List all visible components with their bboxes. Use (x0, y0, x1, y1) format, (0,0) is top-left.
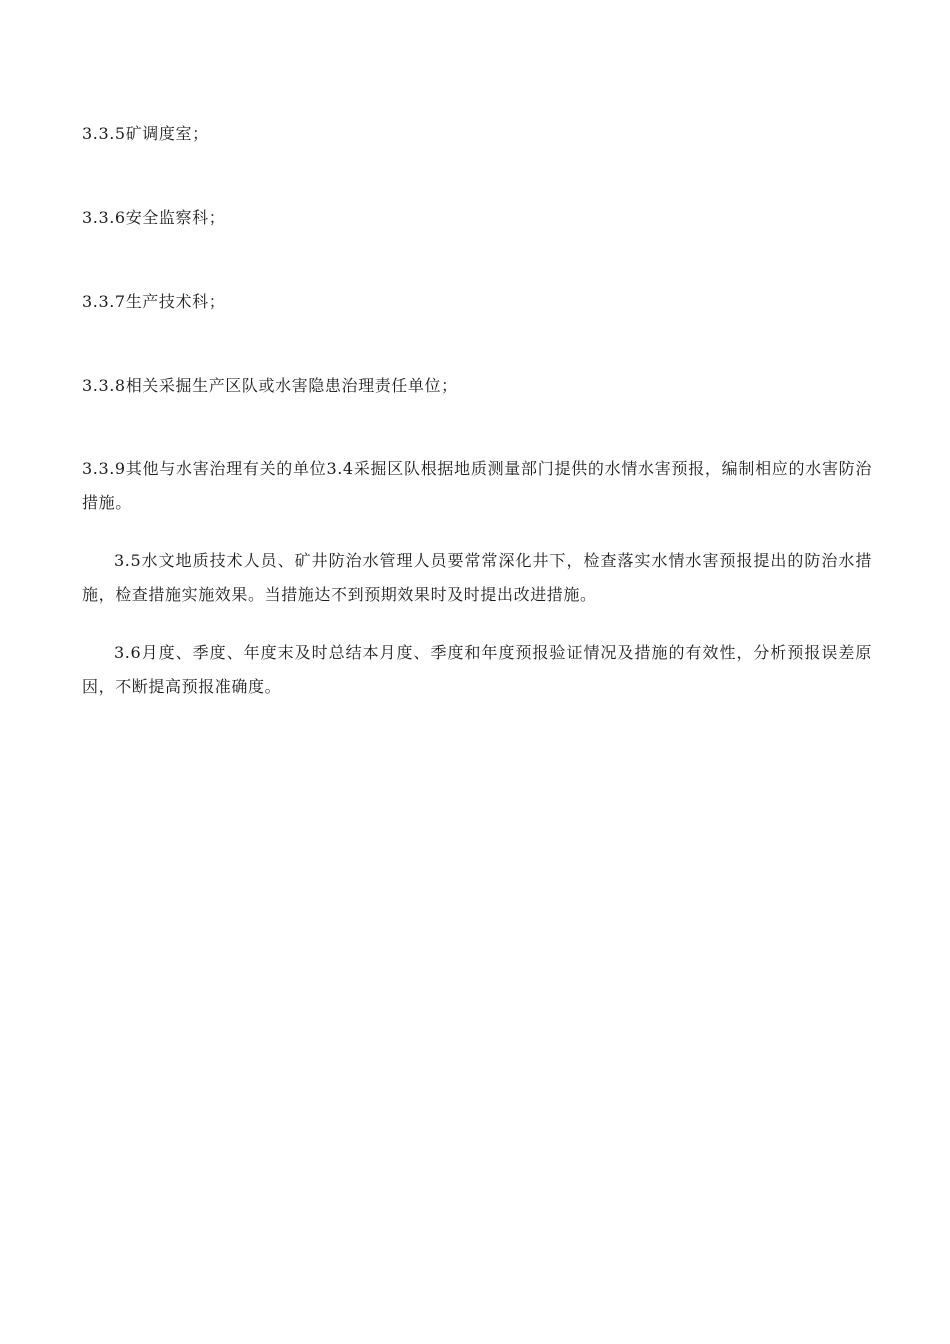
item-3-3-7: 3.3.7生产技术科； (82, 292, 226, 311)
item-3-3-5: 3.3.5矿调度室； (82, 124, 209, 143)
item-3-3-9: 3.3.9其他与水害治理有关的单位3.4采掘区队根据地质测量部门提供的水情水害预报，编制相应的水害防治措施。 (82, 459, 872, 512)
item-3-3-6: 3.3.6安全监察科； (82, 208, 226, 227)
item-3-5: 3.5水文地质技术人员、矿井防治水管理人员要常常深化井下，检查落实水情水害预报提出的防治水措施，检查措施实施效果。当措施达不到预期效果时及时提出改进措施。 (82, 551, 872, 604)
item-3-6: 3.6月度、季度、年度末及时总结本月度、季度和年度预报验证情况及措施的有效性，分析预报误差原因，不断提高预报准确度。 (82, 643, 872, 696)
item-3-3-8: 3.3.8相关采掘生产区队或水害隐患治理责任单位； (82, 376, 458, 395)
